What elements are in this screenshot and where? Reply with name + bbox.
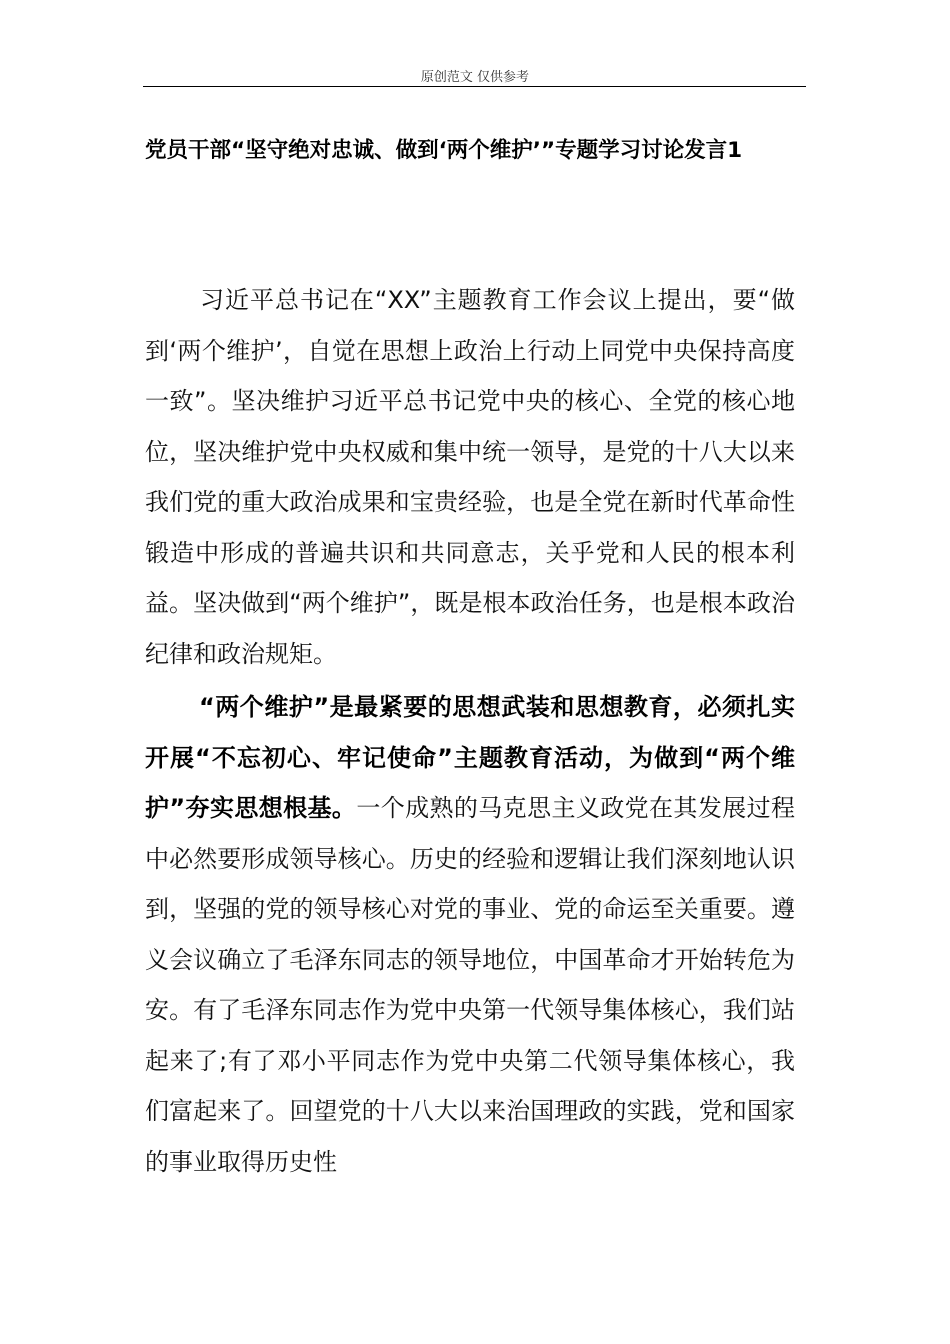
page-header: 原创范文 仅供参考 [420,70,530,85]
paragraph-1-text: 习近平总书记在“XX”主题教育工作会议上提出，要“做到‘两个维护’，自觉在思想上政治上行动上同党中央保持高度一致”。坚决维护习近平总书记党中央的核心、全党的核心地位，坚决维护党中央权威和集中统一领导，是党的十八大以来我们党的重大政治成果和宝贵经验，也是全党在新时代革命性锻造中形成的普遍共识和共同意志，关乎党和人民的根本利益。坚决做到“两个维护”，既是根本政治任务，也是根本政治纪律和政治规矩。 [145,286,795,668]
header-divider [143,86,806,87]
document-title: 党员干部“坚守绝对忠诚、做到‘两个维护’”专题学习讨论发言1 [145,138,743,163]
paragraph-2-lead: “两个维护”是最紧要的思想武装和思想教育，必须扎实开展“不忘初心、牢记使命”主题教育活动，为做到“两个维护”夯实思想根基。 [145,693,795,822]
paragraph-1 [145,275,795,679]
paragraph-2-text: 一个成熟的马克思主义政党在其发展过程中必然要形成领导核心。历史的经验和逻辑让我们深刻地认识到，坚强的党的领导核心对党的事业、党的命运至关重要。遵义会议确立了毛泽东同志的领导地位，中国革命才开始转危为安。有了毛泽东同志作为党中央第一代领导集体核心，我们站起来了;有了邓小平同志作为党中央第二代领导集体核心，我们富起来了。回望党的十八大以来治国理政的实践，党和国家的事业取得历史性 [145,794,795,1176]
paragraph-2 [145,682,795,1187]
